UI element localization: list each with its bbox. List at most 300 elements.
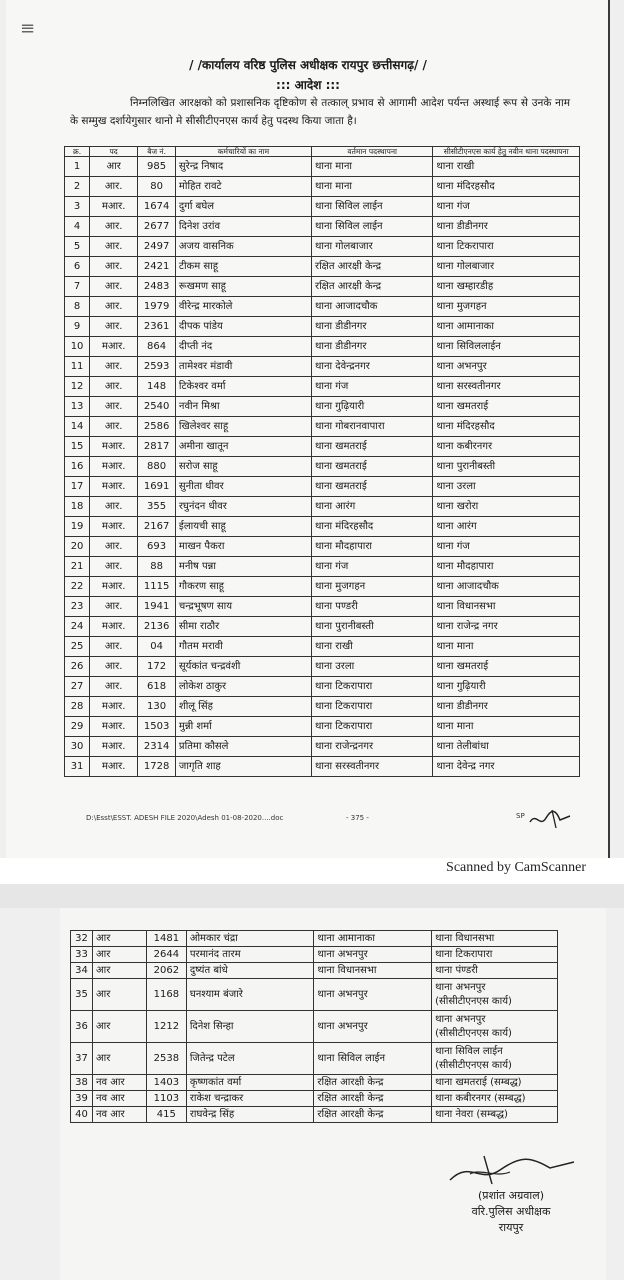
sno-cell: 16 xyxy=(65,457,90,477)
name-cell: दीपक पांडेय xyxy=(175,317,311,337)
new-posting-cell: थाना मुजगहन xyxy=(433,297,580,317)
new-posting-cell: थाना नेवरा (सम्बद्ध) xyxy=(432,1107,558,1123)
table-row xyxy=(65,637,580,657)
name-cell: खिलेश्वर साहू xyxy=(175,417,311,437)
new-posting-cell: थाना आजादचौक xyxy=(433,577,580,597)
badge-cell: 80 xyxy=(138,177,176,197)
sno-cell: 36 xyxy=(71,1011,93,1043)
badge-cell: 985 xyxy=(138,157,176,177)
table-row xyxy=(65,377,580,397)
current-posting-cell: थाना अभनपुर xyxy=(314,1011,432,1043)
page-number: - 375 - xyxy=(346,814,369,822)
office-heading: / /कार्यालय वरिष्ठ पुलिस अधीक्षक रायपुर छत्तीसगढ़/ / xyxy=(189,58,427,72)
new-posting-cell: थाना तेलीबांधा xyxy=(433,737,580,757)
sno-cell: 3 xyxy=(65,197,90,217)
name-cell: परमानंद तारम xyxy=(186,947,314,963)
sno-cell: 40 xyxy=(71,1107,93,1123)
signatory-city: रायपुर xyxy=(498,1221,524,1234)
sno-cell: 25 xyxy=(65,637,90,657)
badge-cell: 2644 xyxy=(146,947,186,963)
name-cell: रूखमण साहू xyxy=(175,277,311,297)
badge-cell: 2497 xyxy=(138,237,176,257)
sno-cell: 7 xyxy=(65,277,90,297)
badge-cell: 1115 xyxy=(138,577,176,597)
name-cell: रघुनंदन धीवर xyxy=(175,497,311,517)
new-posting-cell: थाना देवेन्द्र नगर xyxy=(433,757,580,777)
current-posting-cell: थाना मंदिरहसौद xyxy=(311,517,432,537)
current-posting-cell: थाना सिविल लाईन xyxy=(311,217,432,237)
badge-cell: 2483 xyxy=(138,277,176,297)
table-row xyxy=(65,577,580,597)
table-row xyxy=(65,357,580,377)
signatory-name: (प्रशांत अग्रवाल) xyxy=(478,1189,544,1202)
new-posting-cell: थाना उरला xyxy=(433,477,580,497)
new-posting-cell: थाना खम्हारडीह xyxy=(433,277,580,297)
post-cell: आर xyxy=(92,931,146,947)
table-row xyxy=(71,979,558,1011)
new-posting-cell: थाना गोलबाजार xyxy=(433,257,580,277)
initials-signature xyxy=(526,806,576,832)
table-row xyxy=(71,1107,558,1123)
name-cell: प्रतिमा कौसले xyxy=(175,737,311,757)
new-posting-cell: थाना मंदिरहसौद xyxy=(433,417,580,437)
name-cell: टीकम साहू xyxy=(175,257,311,277)
table-row xyxy=(65,717,580,737)
sno-cell: 1 xyxy=(65,157,90,177)
col-sno: क्र. xyxy=(65,147,90,157)
current-posting-cell: थाना खमतराई xyxy=(311,477,432,497)
new-posting-cell: थाना कबीरनगर xyxy=(433,437,580,457)
new-posting-cell: थाना गुढ़ियारी xyxy=(433,677,580,697)
sno-cell: 6 xyxy=(65,257,90,277)
badge-cell: 2136 xyxy=(138,617,176,637)
name-cell: ओमकार चंद्रा xyxy=(186,931,314,947)
post-cell: आर xyxy=(92,947,146,963)
table-row xyxy=(65,177,580,197)
table-row xyxy=(71,947,558,963)
post-cell: आर. xyxy=(90,677,138,697)
badge-cell: 2538 xyxy=(146,1043,186,1075)
name-cell: गौतम मरावी xyxy=(175,637,311,657)
badge-cell: 1691 xyxy=(138,477,176,497)
current-posting-cell: रक्षित आरक्षी केन्द्र xyxy=(314,1091,432,1107)
post-cell: आर. xyxy=(90,377,138,397)
col-current-posting: वर्तमान पदस्थापना xyxy=(311,147,432,157)
current-posting-cell: थाना माना xyxy=(311,177,432,197)
col-post: पद xyxy=(90,147,138,157)
new-posting-cell: थाना मौदहापारा xyxy=(433,557,580,577)
sno-cell: 8 xyxy=(65,297,90,317)
post-cell: आर xyxy=(92,963,146,979)
post-cell: मआर. xyxy=(90,737,138,757)
current-posting-cell: रक्षित आरक्षी केन्द्र xyxy=(314,1075,432,1091)
badge-cell: 355 xyxy=(138,497,176,517)
table-row xyxy=(65,337,580,357)
table-row xyxy=(71,963,558,979)
badge-cell: 130 xyxy=(138,697,176,717)
badge-cell: 1481 xyxy=(146,931,186,947)
order-intro: निम्नलिखित आरक्षको को प्रशासनिक दृष्टिकोण से तत्काल् प्रभाव से आगामी आदेश पर्यन्त अस्थाई रूप से उनके नाम के सम्मुख दर्शायेगुसार थानो मे सीसीटीएनएस कार्य हेतु पदस्थ किया जाता है। xyxy=(70,97,570,127)
table-row xyxy=(65,537,580,557)
sno-cell: 38 xyxy=(71,1075,93,1091)
table-row xyxy=(65,317,580,337)
badge-cell: 1168 xyxy=(146,979,186,1011)
current-posting-cell: थाना अभनपुर xyxy=(314,979,432,1011)
table-row xyxy=(65,297,580,317)
name-cell: दिनेश उरांव xyxy=(175,217,311,237)
name-cell: अजय वासनिक xyxy=(175,237,311,257)
name-cell: सीमा राठौर xyxy=(175,617,311,637)
name-cell: लोकेश ठाकुर xyxy=(175,677,311,697)
current-posting-cell: थाना अभनपुर xyxy=(314,947,432,963)
post-cell: आर. xyxy=(90,497,138,517)
order-title: ::: आदेश ::: xyxy=(276,78,340,92)
table-row xyxy=(65,417,580,437)
table-row xyxy=(65,257,580,277)
badge-cell: 1674 xyxy=(138,197,176,217)
sno-cell: 15 xyxy=(65,437,90,457)
name-cell: शीलू सिंह xyxy=(175,697,311,717)
new-posting-cell: थाना अभनपुर xyxy=(433,357,580,377)
new-posting-cell: थाना खमतराई xyxy=(433,397,580,417)
name-cell: कृष्णकांत वर्मा xyxy=(186,1075,314,1091)
name-cell: गौकरण साहू xyxy=(175,577,311,597)
badge-cell: 2421 xyxy=(138,257,176,277)
new-posting-cell: थाना खमतराई xyxy=(433,657,580,677)
current-posting-cell: थाना देवेन्द्रनगर xyxy=(311,357,432,377)
current-posting-cell: थाना गंज xyxy=(311,557,432,577)
new-posting-cell: थाना खमतराई (सम्बद्ध) xyxy=(432,1075,558,1091)
new-posting-cell: थाना पुरानीबस्ती xyxy=(433,457,580,477)
new-posting-cell: थाना माना xyxy=(433,717,580,737)
table-row xyxy=(65,697,580,717)
sno-cell: 12 xyxy=(65,377,90,397)
post-cell: मआर. xyxy=(90,437,138,457)
new-posting-cell: थाना डीडीनगर xyxy=(433,217,580,237)
name-cell: तामेश्वर मंडावी xyxy=(175,357,311,377)
sno-cell: 32 xyxy=(71,931,93,947)
current-posting-cell: थाना टिकरापारा xyxy=(311,697,432,717)
new-posting-cell: थाना गंज xyxy=(433,537,580,557)
new-posting-cell: थाना डीडीनगर xyxy=(433,697,580,717)
post-cell: मआर. xyxy=(90,517,138,537)
table-row xyxy=(65,737,580,757)
name-cell: जितेन्द्र पटेल xyxy=(186,1043,314,1075)
badge-cell: 88 xyxy=(138,557,176,577)
post-cell: आर. xyxy=(90,637,138,657)
badge-cell: 2314 xyxy=(138,737,176,757)
post-cell: आर. xyxy=(90,597,138,617)
table-row xyxy=(65,477,580,497)
sno-cell: 33 xyxy=(71,947,93,963)
badge-cell: 2167 xyxy=(138,517,176,537)
current-posting-cell: थाना माना xyxy=(311,157,432,177)
post-cell: आर. xyxy=(90,537,138,557)
new-posting-cell: थाना राजेन्द्र नगर xyxy=(433,617,580,637)
current-posting-cell: थाना गोबरानवापारा xyxy=(311,417,432,437)
badge-cell: 1212 xyxy=(146,1011,186,1043)
new-posting-cell: थाना माना xyxy=(433,637,580,657)
new-posting-cell: थाना पंण्डरी xyxy=(432,963,558,979)
signatory-designation: वरि.पुलिस अधीक्षक xyxy=(471,1205,551,1218)
new-posting-cell: थाना मंदिरहसौद xyxy=(433,177,580,197)
post-cell: नव आर xyxy=(92,1091,146,1107)
sno-cell: 27 xyxy=(65,677,90,697)
sno-cell: 13 xyxy=(65,397,90,417)
new-posting-cell: थाना आमानाका xyxy=(433,317,580,337)
name-cell: नवीन मिश्रा xyxy=(175,397,311,417)
sno-cell: 17 xyxy=(65,477,90,497)
current-posting-cell: थाना डीडीनगर xyxy=(311,337,432,357)
post-cell: आर. xyxy=(90,557,138,577)
new-posting-cell: थाना टिकरापारा xyxy=(432,947,558,963)
table-header-row xyxy=(65,147,580,157)
table-row xyxy=(65,217,580,237)
current-posting-cell: रक्षित आरक्षी केन्द्र xyxy=(311,257,432,277)
table-row xyxy=(65,157,580,177)
sno-cell: 28 xyxy=(65,697,90,717)
current-posting-cell: थाना मौदहापारा xyxy=(311,537,432,557)
new-posting-cell: थाना अभनपुर (सीसीटीएनएस कार्य) xyxy=(432,1011,558,1043)
scanner-watermark: Scanned by CamScanner xyxy=(446,860,586,875)
table-row xyxy=(71,1043,558,1075)
current-posting-cell: थाना उरला xyxy=(311,657,432,677)
name-cell: मुन्नी शर्मा xyxy=(175,717,311,737)
new-posting-cell: थाना सरस्वतीनगर xyxy=(433,377,580,397)
current-posting-cell: थाना टिकरापारा xyxy=(311,677,432,697)
name-cell: मनीष पन्ना xyxy=(175,557,311,577)
current-posting-cell: थाना डीडीनगर xyxy=(311,317,432,337)
new-posting-cell: थाना राखी xyxy=(433,157,580,177)
table-body xyxy=(65,157,580,777)
current-posting-cell: थाना गुढ़ियारी xyxy=(311,397,432,417)
post-cell: मआर. xyxy=(90,577,138,597)
table-row xyxy=(65,557,580,577)
badge-cell: 1403 xyxy=(146,1075,186,1091)
sno-cell: 34 xyxy=(71,963,93,979)
table-row xyxy=(65,617,580,637)
current-posting-cell: थाना सरस्वतीनगर xyxy=(311,757,432,777)
sno-cell: 31 xyxy=(65,757,90,777)
post-cell: आर xyxy=(92,979,146,1011)
badge-cell: 148 xyxy=(138,377,176,397)
post-cell: आर. xyxy=(90,217,138,237)
badge-cell: 1941 xyxy=(138,597,176,617)
post-cell: मआर. xyxy=(90,757,138,777)
sno-cell: 20 xyxy=(65,537,90,557)
badge-cell: 2361 xyxy=(138,317,176,337)
new-posting-cell: थाना विधानसभा xyxy=(433,597,580,617)
post-cell: आर. xyxy=(90,177,138,197)
post-cell: नव आर xyxy=(92,1075,146,1091)
table-row xyxy=(65,517,580,537)
name-cell: दिनेश सिन्हा xyxy=(186,1011,314,1043)
sno-cell: 10 xyxy=(65,337,90,357)
sno-cell: 26 xyxy=(65,657,90,677)
name-cell: दुष्यंत बांधे xyxy=(186,963,314,979)
table-body-continued xyxy=(71,931,558,1123)
post-cell: मआर. xyxy=(90,617,138,637)
badge-cell: 04 xyxy=(138,637,176,657)
sno-cell: 9 xyxy=(65,317,90,337)
sno-cell: 29 xyxy=(65,717,90,737)
current-posting-cell: थाना राखी xyxy=(311,637,432,657)
current-posting-cell: रक्षित आरक्षी केन्द्र xyxy=(314,1107,432,1123)
current-posting-cell: थाना सिविल लाईन xyxy=(314,1043,432,1075)
table-row xyxy=(71,1075,558,1091)
name-cell: ईलायची साहू xyxy=(175,517,311,537)
table-row xyxy=(71,1011,558,1043)
table-row xyxy=(71,931,558,947)
post-cell: आर. xyxy=(90,257,138,277)
table-row xyxy=(65,457,580,477)
sno-cell: 18 xyxy=(65,497,90,517)
new-posting-cell: थाना आरंग xyxy=(433,517,580,537)
badge-cell: 2677 xyxy=(138,217,176,237)
name-cell: दुर्गा बघेल xyxy=(175,197,311,217)
name-cell: अमीना खातून xyxy=(175,437,311,457)
current-posting-cell: थाना पण्डरी xyxy=(311,597,432,617)
table-row xyxy=(65,397,580,417)
badge-cell: 172 xyxy=(138,657,176,677)
sno-cell: 22 xyxy=(65,577,90,597)
post-cell: आर. xyxy=(90,317,138,337)
post-cell: मआर. xyxy=(90,717,138,737)
current-posting-cell: थाना पुरानीबस्ती xyxy=(311,617,432,637)
current-posting-cell: थाना टिकरापारा xyxy=(311,717,432,737)
new-posting-cell: थाना सिविललाईन xyxy=(433,337,580,357)
new-posting-cell: थाना गंज xyxy=(433,197,580,217)
badge-cell: 415 xyxy=(146,1107,186,1123)
name-cell: घनश्याम बंजारे xyxy=(186,979,314,1011)
table-row xyxy=(65,657,580,677)
sno-cell: 23 xyxy=(65,597,90,617)
table-row xyxy=(65,597,580,617)
sno-cell: 14 xyxy=(65,417,90,437)
name-cell: सूर्यकांत चन्द्रवंशी xyxy=(175,657,311,677)
sno-cell: 19 xyxy=(65,517,90,537)
badge-cell: 2062 xyxy=(146,963,186,979)
post-cell: आर. xyxy=(90,237,138,257)
badge-cell: 864 xyxy=(138,337,176,357)
current-posting-cell: थाना खमतराई xyxy=(311,437,432,457)
table-row xyxy=(65,757,580,777)
transfer-table xyxy=(64,146,580,777)
badge-cell: 1103 xyxy=(146,1091,186,1107)
new-posting-cell: थाना अभनपुर (सीसीटीएनएस कार्य) xyxy=(432,979,558,1011)
badge-cell: 2540 xyxy=(138,397,176,417)
current-posting-cell: थाना विधानसभा xyxy=(314,963,432,979)
transfer-table-continued xyxy=(70,930,558,1123)
post-cell: मआर. xyxy=(90,457,138,477)
badge-cell: 2593 xyxy=(138,357,176,377)
badge-cell: 693 xyxy=(138,537,176,557)
new-posting-cell: थाना सिविल लाईन (सीसीटीएनएस कार्य) xyxy=(432,1043,558,1075)
document-page-1 xyxy=(6,0,610,858)
name-cell: दीप्ती नंद xyxy=(175,337,311,357)
current-posting-cell: थाना सिविल लाईन xyxy=(311,197,432,217)
post-cell: आर. xyxy=(90,357,138,377)
table-row xyxy=(65,677,580,697)
current-posting-cell: थाना खमतराई xyxy=(311,457,432,477)
name-cell: सरोज साहू xyxy=(175,457,311,477)
sno-cell: 39 xyxy=(71,1091,93,1107)
table-row xyxy=(65,197,580,217)
post-cell: मआर. xyxy=(90,697,138,717)
name-cell: राघवेन्द्र सिंह xyxy=(186,1107,314,1123)
sno-cell: 24 xyxy=(65,617,90,637)
post-cell: मआर. xyxy=(90,337,138,357)
table-row xyxy=(65,277,580,297)
badge-cell: 1728 xyxy=(138,757,176,777)
post-cell: नव आर xyxy=(92,1107,146,1123)
table-row xyxy=(65,237,580,257)
file-path: D:\Esst\ESST. ADESH FILE 2020\Adesh 01-08-2020....doc xyxy=(86,814,284,822)
post-cell: आर. xyxy=(90,657,138,677)
current-posting-cell: थाना मुजगहन xyxy=(311,577,432,597)
post-cell: आर. xyxy=(90,297,138,317)
signature xyxy=(440,1150,580,1190)
col-new-posting: सीसीटीएनएस कार्य हेतु नवीन थाना पदस्थापना xyxy=(433,147,580,157)
new-posting-cell: थाना टिकरापारा xyxy=(433,237,580,257)
name-cell: सुनीता धीवर xyxy=(175,477,311,497)
sno-cell: 21 xyxy=(65,557,90,577)
post-cell: आर. xyxy=(90,417,138,437)
post-cell: आर xyxy=(92,1043,146,1075)
name-cell: सुरेन्द्र निषाद xyxy=(175,157,311,177)
sno-cell: 30 xyxy=(65,737,90,757)
document-page-2 xyxy=(60,908,606,1280)
post-cell: आर. xyxy=(90,397,138,417)
sno-cell: 2 xyxy=(65,177,90,197)
corner-mark: ≡ xyxy=(20,18,36,39)
sno-cell: 11 xyxy=(65,357,90,377)
signatory-block xyxy=(446,1188,576,1236)
col-badge: बैज नं. xyxy=(138,147,176,157)
current-posting-cell: थाना गोलबाजार xyxy=(311,237,432,257)
sno-cell: 4 xyxy=(65,217,90,237)
scan-footer xyxy=(0,858,624,884)
badge-cell: 618 xyxy=(138,677,176,697)
name-cell: राकेश चन्द्राकर xyxy=(186,1091,314,1107)
current-posting-cell: थाना आजादचौक xyxy=(311,297,432,317)
post-cell: आर. xyxy=(90,277,138,297)
name-cell: जागृति शाह xyxy=(175,757,311,777)
sno-cell: 5 xyxy=(65,237,90,257)
table-row xyxy=(71,1091,558,1107)
current-posting-cell: थाना राजेन्द्रनगर xyxy=(311,737,432,757)
post-cell: आर xyxy=(90,157,138,177)
new-posting-cell: थाना कबीरनगर (सम्बद्ध) xyxy=(432,1091,558,1107)
current-posting-cell: थाना आमानाका xyxy=(314,931,432,947)
name-cell: वीरेन्द्र मारकोले xyxy=(175,297,311,317)
current-posting-cell: थाना गंज xyxy=(311,377,432,397)
post-cell: मआर. xyxy=(90,477,138,497)
post-cell: आर xyxy=(92,1011,146,1043)
sp-mark: SP xyxy=(516,812,525,820)
badge-cell: 2817 xyxy=(138,437,176,457)
current-posting-cell: रक्षित आरक्षी केन्द्र xyxy=(311,277,432,297)
name-cell: चन्द्रभूषण साय xyxy=(175,597,311,617)
table-row xyxy=(65,497,580,517)
post-cell: मआर. xyxy=(90,197,138,217)
name-cell: मोहित रावटे xyxy=(175,177,311,197)
badge-cell: 1979 xyxy=(138,297,176,317)
badge-cell: 2586 xyxy=(138,417,176,437)
badge-cell: 880 xyxy=(138,457,176,477)
name-cell: टिकेश्वर वर्मा xyxy=(175,377,311,397)
badge-cell: 1503 xyxy=(138,717,176,737)
